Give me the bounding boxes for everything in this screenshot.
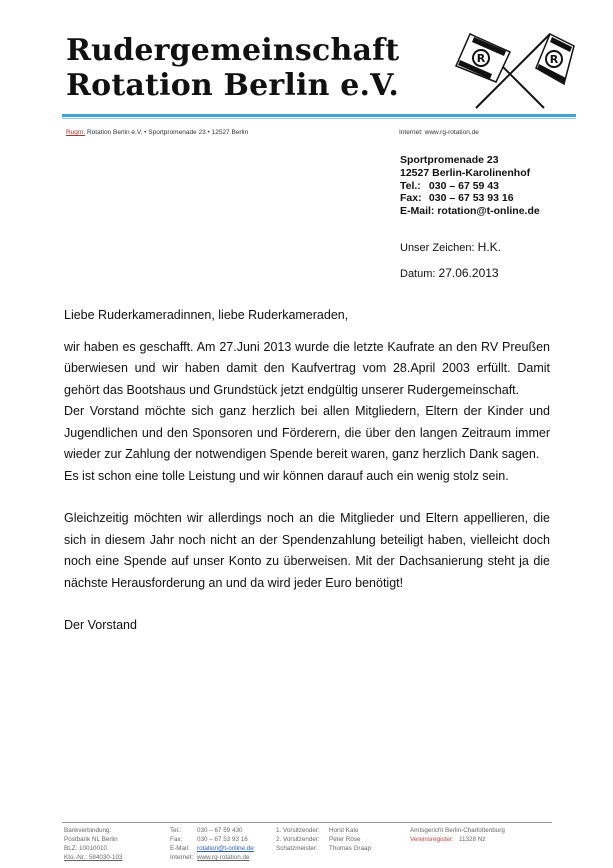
footer-bank xyxy=(64,826,122,862)
tel-label: Tel.: xyxy=(400,179,421,192)
sender-line xyxy=(66,129,248,136)
paragraph-2: Der Vorstand möchte sich ganz herzlich bei allen Mitgliedern, Eltern der Kinder und Jugendlichen und den Sponsoren und Förderern, die über den langen Zeitraum immer wieder zur Zahlung der notwendigen Spende bereit waren, ganz herzlich Dank sagen. xyxy=(64,404,550,461)
fax-label: Fax: xyxy=(400,192,422,205)
footer-board-label: 2. Vorsitzender: xyxy=(276,836,320,843)
datum-label: Datum: xyxy=(400,268,436,280)
club-name-line-1: Rudergemeinschaft xyxy=(66,33,400,68)
header-internet: Internet: www.rg-rotation.de xyxy=(399,129,479,136)
zeichen-label: Unser Zeichen: xyxy=(400,242,475,254)
right-flag-letter: R xyxy=(549,53,559,66)
fax-value: 030 – 67 53 93 16 xyxy=(428,192,514,205)
left-flag-letter: R xyxy=(476,52,486,65)
address-email: E-Mail: rotation@t-online.de xyxy=(400,205,540,218)
footer-contact-label: Tel.: xyxy=(170,827,182,834)
footer-contact-value: 030 – 67 53 93 16 xyxy=(197,836,248,843)
footer-registry-number: 11328 Nz xyxy=(459,836,486,843)
sender-label: Rugm. xyxy=(66,129,86,136)
footer-board-label: 1. Vorsitzender: xyxy=(276,827,320,834)
reference-datum xyxy=(400,266,499,280)
paragraph-3: Es ist schon eine tolle Leistung und wir können darauf auch ein wenig stolz sein. xyxy=(64,468,509,483)
footer-board-value: Horst Kalo xyxy=(329,827,359,834)
footer-contact-values xyxy=(197,826,254,862)
footer-internet-link[interactable]: www.rg-rotation.de xyxy=(197,854,250,861)
footer-board-value: Peter Röse xyxy=(329,836,361,843)
footer-contact-label: Fax: xyxy=(170,836,183,843)
crossed-flags-logo xyxy=(440,24,580,110)
tel-value: 030 – 67 59 43 xyxy=(428,179,499,192)
club-name-line-2: Rotation Berlin e.V. xyxy=(66,68,400,103)
footer-bank-line: Postbank NL Berlin xyxy=(64,836,118,843)
footer-registry-label: Vereinsregister: xyxy=(410,836,454,843)
reference-zeichen xyxy=(400,240,501,254)
footer-bank-line: BLZ: 10010010 xyxy=(64,845,108,852)
footer-board-values xyxy=(329,826,371,853)
address-tel xyxy=(400,180,540,193)
footer-court: Amtsgericht Berlin-Charlottenburg xyxy=(410,827,505,834)
sender-address: Rotation Berlin e.V. • Sportpromenade 23 • 12527 Berlin xyxy=(85,129,249,136)
left-flag-icon xyxy=(456,34,510,82)
address-block xyxy=(400,154,540,218)
header-rule-thin xyxy=(62,118,576,119)
zeichen-value: H.K. xyxy=(477,240,501,254)
footer-board-value: Thomas Graap xyxy=(329,845,371,852)
footer-board-label: Schatzmeister: xyxy=(276,845,318,852)
footer-contact-value: 030 – 67 59 430 xyxy=(197,827,243,834)
footer-board-labels xyxy=(276,826,320,853)
footer-registry xyxy=(410,826,505,844)
footer-bank-line: Bankverbindung: xyxy=(64,827,112,834)
footer-contact-label: E-Mail: xyxy=(170,845,190,852)
footer-contact-label: Internet: xyxy=(170,854,194,861)
footer-rule xyxy=(62,822,552,823)
footer-bank-line: Kto.-Nr.: 584030-103 xyxy=(64,854,123,861)
address-street: Sportpromenade 23 xyxy=(400,154,499,166)
header-rule xyxy=(62,114,576,117)
paragraph-4: Gleichzeitig möchten wir allerdings noch an die Mitglieder und Eltern appellieren, die sich in diesem Jahr noch nicht an der Spendenzahlung beteiligt haben, vielleicht doch noch eine Spende auf unser Konto zu überweisen. Mit der Dachsanierung steht ja die nächste Herausforderung an und da wird jeder Euro benötigt! xyxy=(64,511,550,590)
signature: Der Vorstand xyxy=(64,618,137,632)
datum-value: 27.06.2013 xyxy=(438,266,499,280)
paragraph-1: wir haben es geschafft. Am 27.Juni 2013 wurde die letzte Kaufrate an den RV Preußen überwiesen und wir haben damit den Kaufvertrag vom 28.April 2003 erfüllt. Damit gehört das Bootshaus und Grundstück jetzt endgültig unserer Rudergemeinschaft. xyxy=(64,339,550,397)
address-fax xyxy=(400,192,540,205)
salutation: Liebe Ruderkameradinnen, liebe Ruderkameraden, xyxy=(64,308,349,322)
letter-body xyxy=(64,305,550,637)
address-city: 12527 Berlin-Karolinenhof xyxy=(400,166,531,179)
footer-contact-labels xyxy=(170,826,193,862)
footer-email-link[interactable]: rotation@t-online.de xyxy=(197,845,254,852)
